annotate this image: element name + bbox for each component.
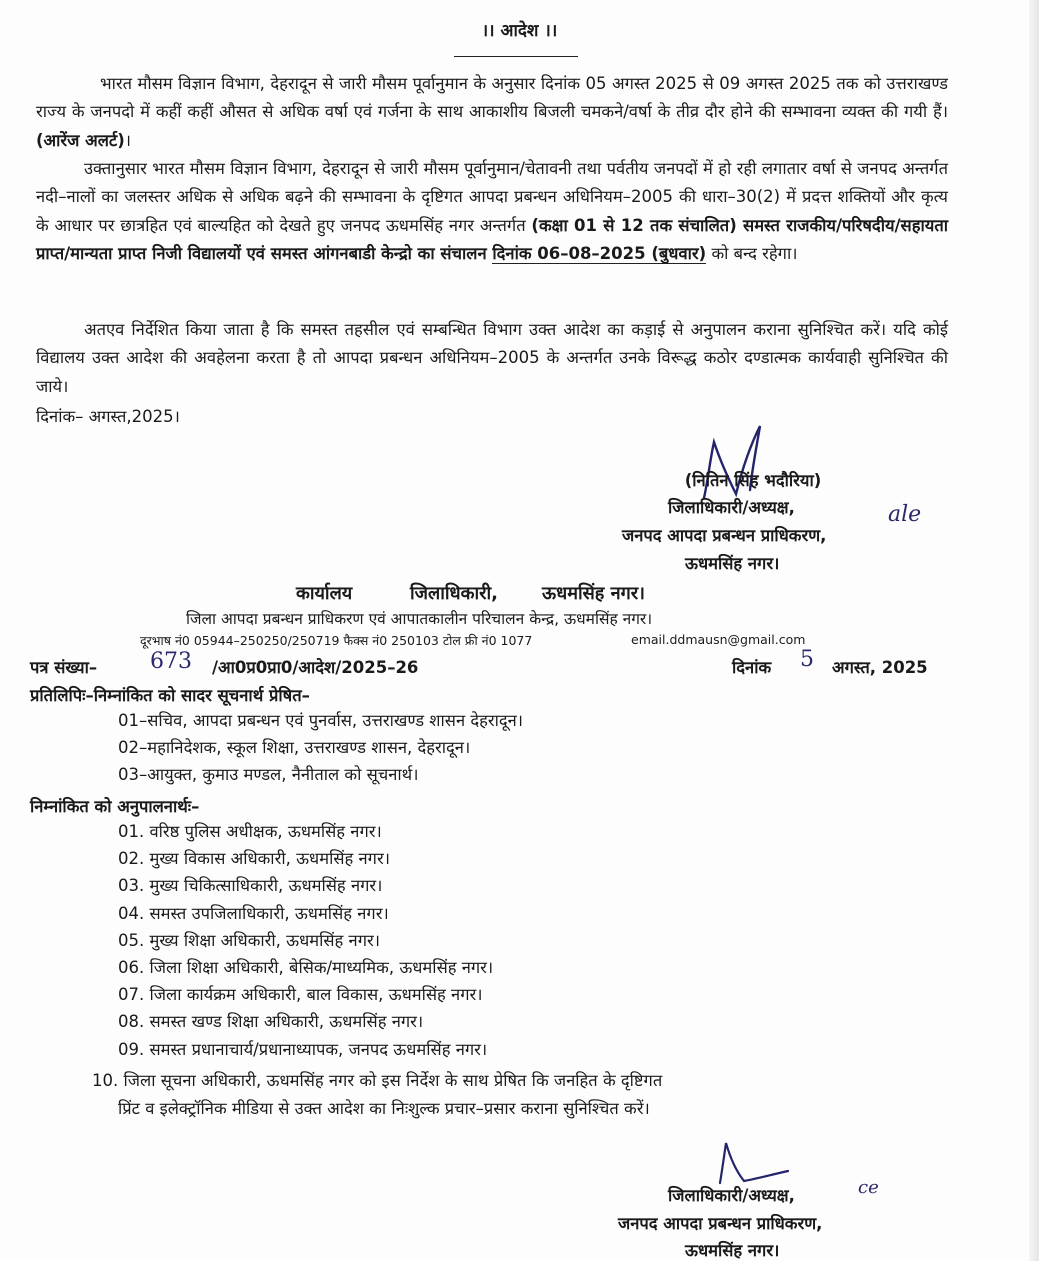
signatory-place: ऊधमसिंह नगर।: [685, 554, 780, 573]
page-edge-shadow: [1029, 0, 1039, 1261]
copy-compliance-item: 03. मुख्य चिकित्साधिकारी, ऊधमसिंह नगर।: [118, 876, 383, 896]
signatory-name: (नितिन सिंह भदौरिया): [684, 471, 822, 490]
order-date-line: दिनांक– अगस्त,2025।: [36, 407, 180, 426]
order-paragraph-3: [36, 316, 948, 401]
copy-compliance-item: 09. समस्त प्रधानाचार्य/प्रधानाध्यापक, जनपद ऊधमसिंह नगर।: [118, 1039, 488, 1059]
paragraph-1-segment: भारत मौसम विज्ञान विभाग, देहरादून से जारी मौसम पूर्वानुमान के अनुसार दिनांक 05 अगस्त 2025 से 09 अगस्त 2025 तक को उत्तराखण्ड राज्य के जनपदो में कहीं कहीं औसत से अधिक वर्षा एवं गर्जना के साथ आकाशीय बिजली चमकने/वर्षा के तीव्र दौर होने की सम्भावना व्यक्त की गयी हैं।: [36, 74, 948, 122]
copy-compliance-item: 06. जिला शिक्षा अधिकारी, बेसिक/माध्यमिक, ऊधमसिंह नगर।: [118, 957, 494, 977]
office-title-a: कार्यालय: [296, 583, 353, 604]
letter-number-rest: /आ0प्र0प्रा0/आदेश/2025–26: [212, 658, 419, 677]
office-email: email.ddmausn@gmail.com: [631, 632, 806, 647]
paragraph-3-segment: अतएव निर्देशित किया जाता है कि समस्त तहसील एवं सम्बन्धित विभाग उक्त आदेश का कड़ाई से अनुपालन कराना सुनिश्चित करें। यदि कोई विद्यालय उक्त आदेश की अवहेलना करता है तो आपदा प्रबन्धन अधिनियम–2005 के अन्तर्गत उनके विरूद्ध कठोर दण्डात्मक कार्यवाही सुनिश्चित की जाये।: [36, 320, 948, 396]
paragraph-2-segment: को बन्द रहेगा।: [706, 244, 798, 264]
copy-compliance-heading: निम्नांकित को अनुपालनार्थः–: [30, 797, 200, 816]
copy-compliance-item: 08. समस्त खण्ड शिक्षा अधिकारी, ऊधमसिंह नगर।: [118, 1012, 424, 1032]
signatory-authority: जनपद आपदा प्रबन्धन प्राधिकरण,: [622, 526, 827, 545]
order-paragraph-2: [36, 155, 948, 269]
copy-info-list: [118, 707, 523, 789]
copy-info-heading: प्रतिलिपिः–निम्नांकित को सादर सूचनार्थ प्रेषित–: [30, 686, 310, 705]
paragraph-1-segment: ।: [124, 130, 132, 150]
paragraph-2-segment: उक्तानुसार भारत मौसम विज्ञान विभाग, देहरादून से जारी मौसम पूर्वानुमान/चेतावनी तथा पर्वतीय जनपदों में हो रही लगातार वर्षा से जनपद अन्तर्गत नदी–नालों का जलस्तर अधिक से अधिक बढ़ने की सम्भावना के दृष्टिगत आपदा प्रबन्धन अधिनियम–2005 की धारा–30(2) में प्रदत्त शक्तियों और कृत्य के आधार पर छात्रहित एवं बाल्यहित को देखते हुए जनपद ऊधमसिंह नगर अन्तर्गत: [36, 159, 948, 235]
office-subtitle: जिला आपदा प्रबन्धन प्राधिकरण एवं आपातकालीन परिचालन केन्द्र, ऊधमसिंह नगर।: [186, 610, 653, 628]
letter-date-handwritten: 5: [800, 647, 814, 672]
copy-compliance-item: 01. वरिष्ठ पुलिस अधीक्षक, ऊधमसिंह नगर।: [118, 822, 382, 841]
office-title-c: ऊधमसिंह नगर।: [542, 583, 645, 604]
copy-info-item: 03–आयुक्त, कुमाउ मण्डल, नैनीताल को सूचनार्थ।: [118, 765, 419, 785]
order-paragraph-1: [36, 70, 948, 155]
copy-compliance-item: 05. मुख्य शिक्षा अधिकारी, ऊधमसिंह नगर।: [118, 930, 380, 950]
footer-authority: जनपद आपदा प्रबन्धन प्राधिकरण,: [618, 1214, 823, 1233]
paragraph-1-segment: (आरेंज अलर्ट): [36, 130, 125, 150]
compliance-item-10-line-2: प्रिंट व इलेक्ट्रॉनिक मीडिया से उक्त आदेश का निःशुल्क प्रचार–प्रसार कराना सुनिश्चित करें।: [118, 1099, 650, 1118]
copy-compliance-item: 02. मुख्य विकास अधिकारी, ऊधमसिंह नगर।: [118, 849, 390, 869]
paragraph-2-segment: दिनांक 06–08–2025 (बुधवार): [492, 244, 707, 264]
copy-compliance-list: [118, 818, 493, 1063]
letter-number-label: पत्र संख्या–: [30, 658, 98, 677]
heading-underline: [454, 56, 578, 57]
footer-place: ऊधमसिंह नगर।: [685, 1241, 780, 1260]
footer-initials: ce: [858, 1177, 879, 1198]
footer-designation: जिलाधिकारी/अध्यक्ष,: [668, 1186, 795, 1205]
paragraph-2-segment: (कक्षा 01 से 12 तक संचालित) समस्त राजकीय/परिषदीय/सहायता प्राप्त/मान्यता प्राप्त निजी विद्यालयों एवं समस्त आंगनबाडी केन्द्रो का संचालन: [36, 215, 948, 264]
footer-signature-mark: [710, 1135, 800, 1190]
copy-info-item: 02–महानिदेशक, स्कूल शिक्षा, उत्तराखण्ड शासन, देहरादून।: [118, 738, 471, 758]
office-title-b: जिलाधिकारी,: [410, 583, 498, 604]
order-heading: ।। आदेश ।।: [481, 21, 558, 41]
letter-date-label: दिनांक: [732, 658, 772, 677]
compliance-item-10-line-1: 10. जिला सूचना अधिकारी, ऊधमसिंह नगर को इस निर्देश के साथ प्रेषित कि जनहित के दृष्टिगत: [92, 1071, 663, 1090]
copy-info-item: 01–सचिव, आपदा प्रबन्धन एवं पुनर्वास, उत्तराखण्ड शासन देहरादून।: [118, 711, 524, 730]
copy-compliance-item: 07. जिला कार्यक्रम अधिकारी, बाल विकास, ऊधमसिंह नगर।: [118, 985, 483, 1005]
copy-compliance-item: 04. समस्त उपजिलाधिकारी, ऊधमसिंह नगर।: [118, 903, 389, 923]
letter-number-handwritten: 673: [150, 649, 192, 674]
office-contact: दूरभाष नं0 05944–250250/250719 फैक्स नं0 250103 टोल फ्री नं0 1077: [140, 633, 533, 648]
signatory-initials: ale: [888, 502, 922, 527]
signatory-designation: जिलाधिकारी/अध्यक्ष,: [668, 498, 795, 517]
letter-date-rest: अगस्त, 2025: [832, 658, 928, 677]
